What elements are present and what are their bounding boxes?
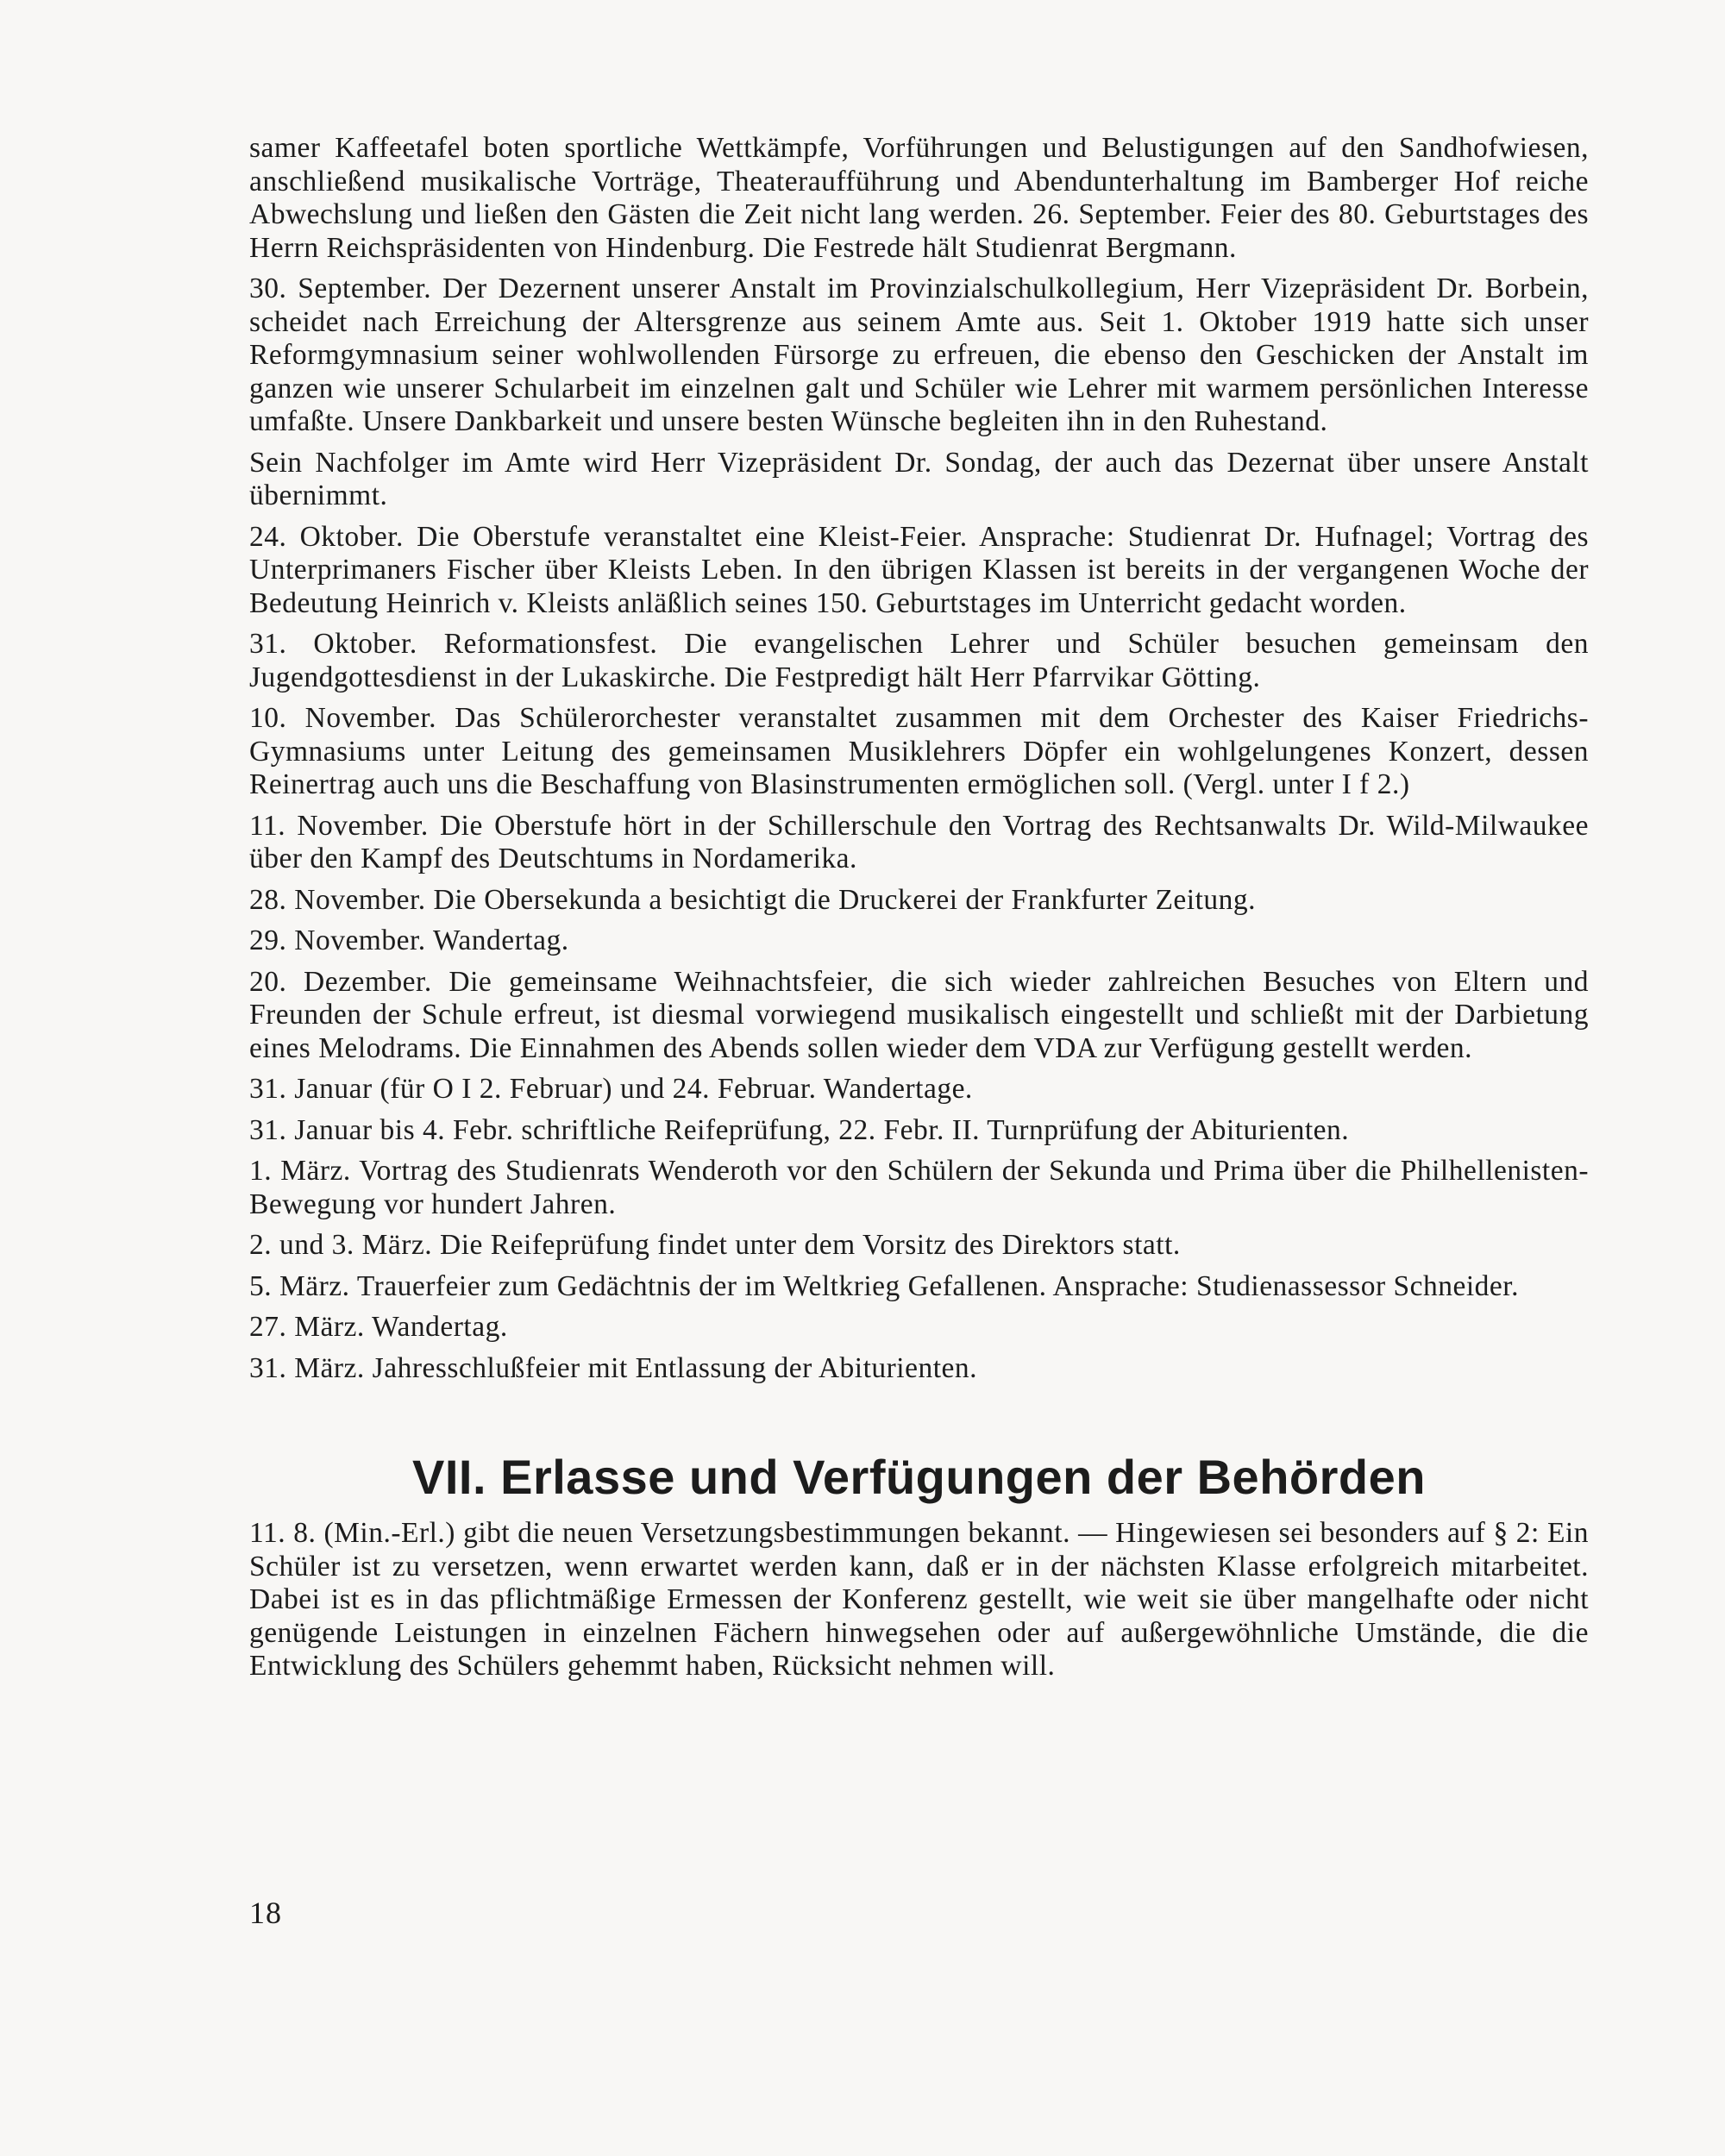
chronicle-entry: 31. Januar (für O I 2. Februar) und 24. Februar. Wandertage. <box>249 1073 973 1105</box>
section-body <box>249 1517 1589 1683</box>
chronicle-entries <box>249 132 1589 1385</box>
chronicle-entry: Sein Nachfolger im Amte wird Herr Vizepräsident Dr. Sondag, der auch das Dezernat über unsere Anstalt übernimmt. <box>249 446 1589 511</box>
chronicle-entry: 2. und 3. März. Die Reifeprüfung findet unter dem Vorsitz des Direktors statt. <box>249 1229 1181 1261</box>
document-page <box>249 132 1589 1683</box>
chronicle-entry: 10. November. Das Schülerorchester veranstaltet zusammen mit dem Orchester des Kaiser Friedrichs-Gymnasiums unter Leitung des gemeinsamen Musiklehrers Döpfer ein wohlgelungenes Konzert, dessen Reinertrag auch uns die Beschaffung von Blasinstrumenten ermöglichen soll. (Vergl. unter I f 2.) <box>249 702 1589 800</box>
chronicle-entry: 31. Januar bis 4. Febr. schriftliche Reifeprüfung, 22. Febr. II. Turnprüfung der Abiturienten. <box>249 1113 1350 1146</box>
chronicle-entry: 27. März. Wandertag. <box>249 1311 508 1343</box>
chronicle-entry: 31. Oktober. Reformationsfest. Die evangelischen Lehrer und Schüler besuchen gemeinsam den Jugendgottesdienst in der Lukaskirche. Die Festpredigt hält Herr Pfarrvikar Götting. <box>249 628 1589 693</box>
chronicle-entry: 31. März. Jahresschlußfeier mit Entlassung der Abiturienten. <box>249 1351 978 1384</box>
page-number: 18 <box>249 1896 282 1930</box>
chronicle-entry: 20. Dezember. Die gemeinsame Weihnachtsfeier, die sich wieder zahlreichen Besuches von Eltern und Freunden der Schule erfreut, ist diesmal vorwiegend musikalisch eingestellt und schließt mit der Darbietung eines Melodrams. Die Einnahmen des Abends sollen wieder dem VDA zur Verfügung gestellt werden. <box>249 965 1589 1064</box>
chronicle-entry: samer Kaffeetafel boten sportliche Wettkämpfe, Vorführungen und Belustigungen auf den Sandhofwiesen, anschließend musikalische Vorträge, Theateraufführung und Abendunterhaltung im Bamberger Hof reiche Abwechslung und ließen den Gästen die Zeit nicht lang werden. 26. September. Feier des 80. Geburtstages des Herrn Reichspräsidenten von Hindenburg. Die Festrede hält Studienrat Bergmann. <box>249 132 1589 264</box>
chronicle-entry: 1. März. Vortrag des Studienrats Wenderoth vor den Schülern der Sekunda und Prima über die Philhellenisten-Bewegung vor hundert Jahren. <box>249 1155 1589 1220</box>
chronicle-entry: 11. November. Die Oberstufe hört in der Schillerschule den Vortrag des Rechtsanwalts Dr. Wild-Milwaukee über den Kampf des Deutschtums in Nordamerika. <box>249 809 1589 874</box>
section-paragraph: 11. 8. (Min.-Erl.) gibt die neuen Versetzungsbestimmungen bekannt. — Hingewiesen sei besonders auf § 2: Ein Schüler ist zu versetzen, wenn erwartet werden kann, daß er in der nächsten Klasse erfolgreich mitarbeitet. Dabei ist es in das pflichtmäßige Ermessen der Konferenz gestellt, wie weit sie über mangelhafte oder nicht genügende Leistungen in einzelnen Fächern hinwegsehen oder auf außergewöhnliche Umstände, die die Entwicklung des Schülers gehemmt haben, Rücksicht nehmen will. <box>249 1517 1589 1682</box>
chronicle-entry: 24. Oktober. Die Oberstufe veranstaltet eine Kleist-Feier. Ansprache: Studienrat Dr. Hufnagel; Vortrag des Unterprimaners Fischer über Kleists Leben. In den übrigen Klassen ist bereits in der vergangenen Woche der Bedeutung Heinrich v. Kleists anläßlich seines 150. Geburtstages im Unterricht gedacht worden. <box>249 520 1589 619</box>
chronicle-entry: 30. September. Der Dezernent unserer Anstalt im Provinzialschulkollegium, Herr Vizepräsident Dr. Borbein, scheidet nach Erreichung der Altersgrenze aus seinem Amte aus. Seit 1. Oktober 1919 hatte sich unser Reformgymnasium seiner wohlwollenden Fürsorge zu erfreuen, die ebenso den Geschicken der Anstalt im ganzen wie unserer Schularbeit im einzelnen galt und Schüler wie Lehrer mit warmem persönlichen Interesse umfaßte. Unsere Dankbarkeit und unsere besten Wünsche begleiten ihn in den Ruhestand. <box>249 273 1589 437</box>
chronicle-entry: 28. November. Die Obersekunda a besichtigt die Druckerei der Frankfurter Zeitung. <box>249 883 1257 916</box>
section-heading: VII. Erlasse und Verfügungen der Behörden <box>412 1450 1426 1504</box>
chronicle-entry: 5. März. Trauerfeier zum Gedächtnis der im Weltkrieg Gefallenen. Ansprache: Studienassessor Schneider. <box>249 1269 1519 1302</box>
chronicle-entry: 29. November. Wandertag. <box>249 924 569 956</box>
